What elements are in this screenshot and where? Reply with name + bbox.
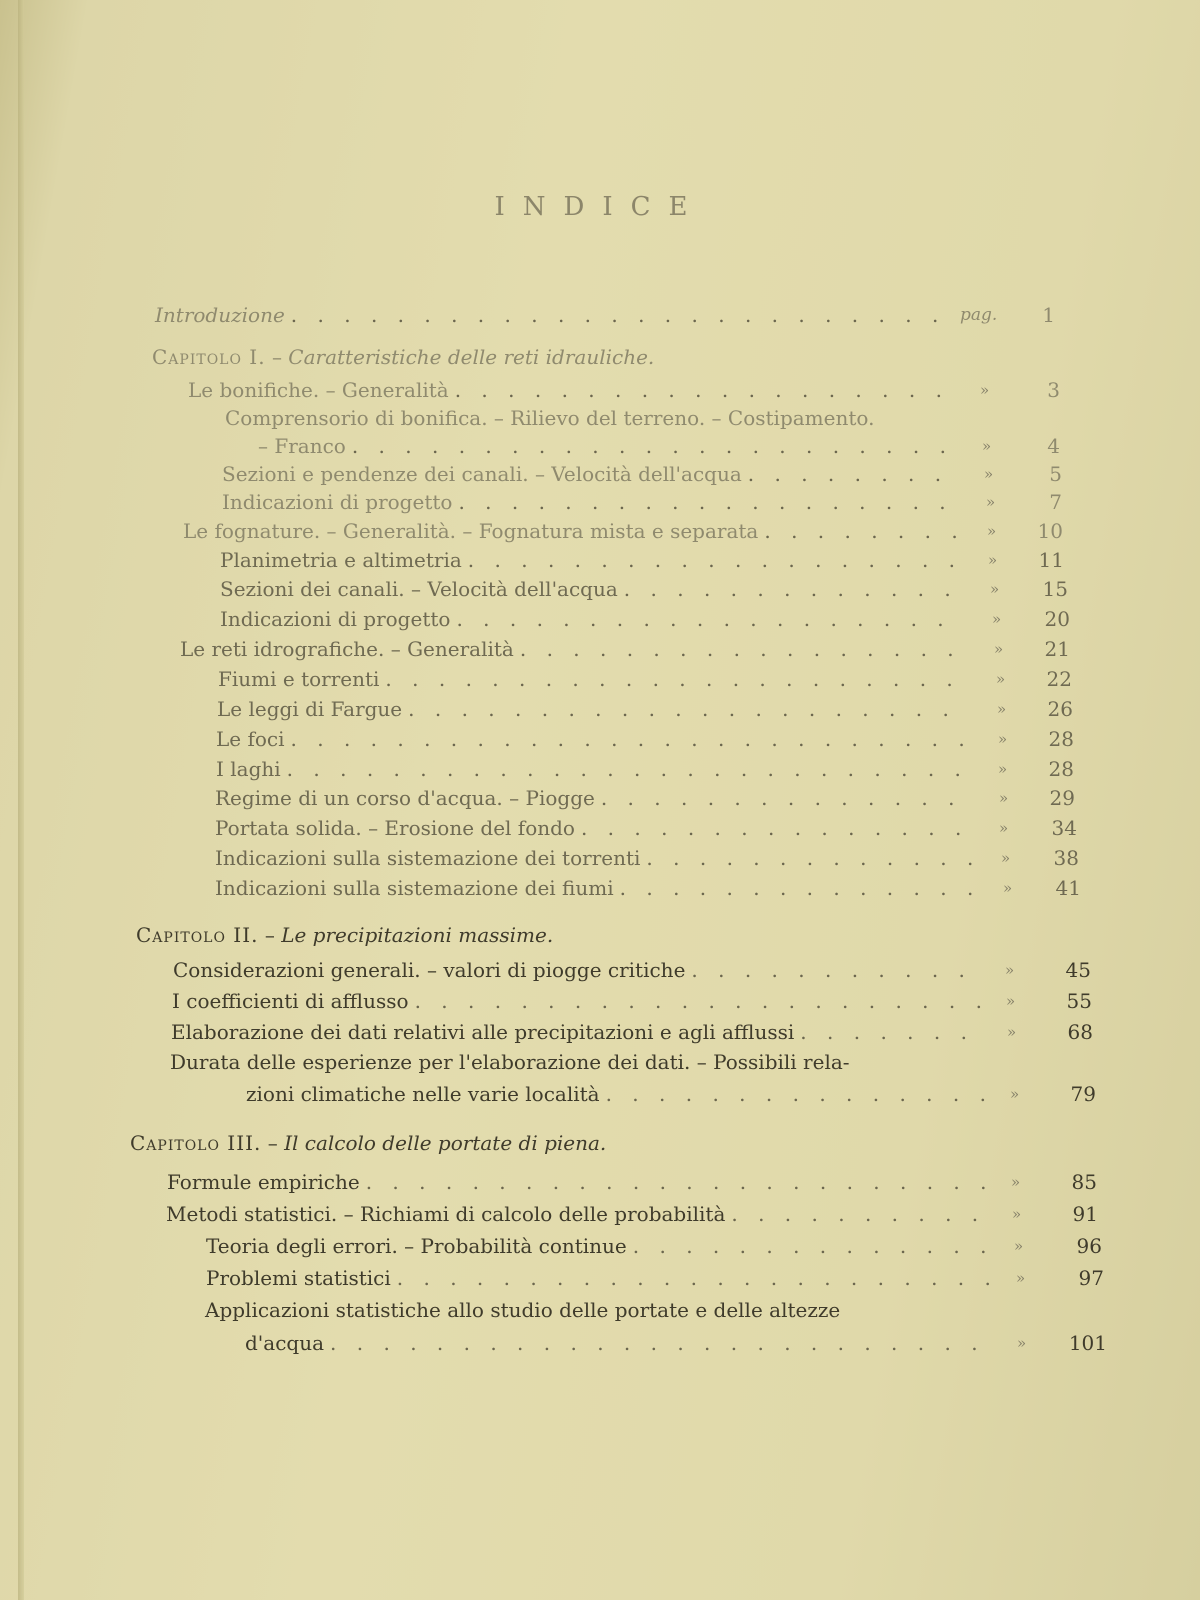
ditto-mark: » — [1006, 992, 1016, 1010]
entry-label: Le bonifiche. – Generalità — [188, 378, 449, 402]
entry-label: Le foci — [216, 727, 285, 751]
ditto-mark: » — [1010, 1085, 1020, 1103]
entry-label: Indicazioni di progetto — [222, 490, 453, 514]
entry-label: d'acqua — [245, 1331, 325, 1355]
entry-label: Indicazioni sulla sistemazione dei torrenti — [215, 846, 641, 870]
entry-page: 15 — [1042, 577, 1068, 601]
entry-label: Introduzione — [155, 303, 285, 327]
toc-entry-label: Durata delle esperienze per l'elaborazione dei dati. – Possibili rela- — [170, 1050, 850, 1074]
ditto-mark: » — [1003, 879, 1013, 897]
entry-page: 3 — [1047, 378, 1060, 402]
toc-entry — [215, 813, 1079, 843]
entry-label: Indicazioni di progetto — [220, 607, 451, 631]
entry-label: Metodi statistici. – Richiami di calcolo delle probabilità — [166, 1202, 726, 1226]
ditto-mark: » — [980, 381, 990, 399]
ditto-mark: » — [997, 700, 1007, 718]
ditto-mark: » — [1011, 1173, 1021, 1191]
toc-entry — [222, 487, 1062, 517]
toc-entry — [220, 574, 1070, 604]
entry-page: 11 — [1038, 548, 1064, 572]
toc-entry-label: Applicazioni statistiche allo studio delle portate e delle altezze — [205, 1298, 841, 1322]
entry-page: 55 — [1066, 989, 1092, 1013]
toc-entry — [166, 1199, 1102, 1229]
chapter-heading-1: Capitolo I. – Caratteristiche delle reti idrauliche. — [152, 345, 655, 369]
entry-label: Planimetria e altimetria — [220, 548, 462, 572]
toc-entry-introduzione — [155, 300, 1060, 330]
ditto-mark: » — [1005, 961, 1015, 979]
ditto-mark: » — [992, 610, 1002, 628]
entry-page: 5 — [1049, 462, 1062, 486]
chapter-title: Le precipitazioni massime. — [281, 923, 554, 947]
ditto-mark: » — [988, 551, 998, 569]
toc-entry — [217, 694, 1075, 724]
ditto-mark: » — [1014, 1237, 1024, 1255]
entry-label: Le fognature. – Generalità. – Fognatura mista e separata — [183, 519, 759, 543]
entry-label: zioni climatiche nelle varie località — [246, 1082, 600, 1106]
toc-entry — [183, 516, 1068, 546]
entry-page: 97 — [1078, 1266, 1104, 1290]
ditto-mark: » — [1017, 1334, 1027, 1352]
entry-page: 79 — [1070, 1082, 1096, 1106]
entry-label: Problemi statistici — [206, 1266, 391, 1290]
toc-entry — [218, 664, 1074, 694]
toc-entry — [258, 431, 1060, 461]
entry-label: I laghi — [216, 757, 281, 781]
entry-page: 29 — [1049, 786, 1075, 810]
toc-entry — [222, 459, 1062, 489]
entry-page: 10 — [1037, 519, 1063, 543]
ditto-mark: » — [984, 465, 994, 483]
toc-entry — [206, 1231, 1104, 1261]
entry-page: 1 — [1042, 303, 1055, 327]
entry-page: 20 — [1044, 607, 1070, 631]
toc-entry — [215, 873, 1083, 903]
toc-entry-label: Comprensorio di bonifica. – Rilievo del terreno. – Costipamento. — [225, 406, 875, 430]
toc-entry — [167, 1167, 1100, 1197]
ditto-mark: » — [998, 730, 1008, 748]
toc-entry — [216, 754, 1076, 784]
toc-entry — [215, 843, 1081, 873]
chapter-title: Il calcolo delle portate di piena. — [284, 1131, 607, 1155]
ditto-mark: » — [1001, 849, 1011, 867]
chapter-prefix: Capitolo II. — [136, 923, 259, 947]
entry-label: Elaborazione dei dati relativi alle precipitazioni e agli afflussi — [171, 1020, 795, 1044]
entry-label: – Franco — [258, 434, 346, 458]
ditto-mark: » — [999, 789, 1009, 807]
toc-entry — [172, 986, 1092, 1016]
toc-entry — [220, 604, 1072, 634]
ditto-mark: » — [987, 522, 997, 540]
entry-label: Le reti idrografiche. – Generalità — [180, 637, 514, 661]
entry-page: 28 — [1048, 727, 1074, 751]
entry-label: Sezioni dei canali. – Velocità dell'acqua — [220, 577, 618, 601]
page-edge — [18, 0, 24, 1600]
toc-entry — [216, 724, 1076, 754]
entry-page: 22 — [1046, 667, 1072, 691]
entry-label: Considerazioni generali. – valori di piogge critiche — [173, 958, 686, 982]
toc-entry — [188, 375, 1060, 405]
toc-entry — [215, 783, 1077, 813]
toc-entry — [206, 1263, 1106, 1293]
chapter-title: Caratteristiche delle reti idrauliche. — [288, 345, 655, 369]
entry-label: Teoria degli errori. – Probabilità continue — [206, 1234, 627, 1258]
ditto-mark: » — [1016, 1269, 1026, 1287]
entry-page: 38 — [1053, 846, 1079, 870]
ditto-mark: » — [996, 670, 1006, 688]
chapter-heading-2: Capitolo II. – Le precipitazioni massime. — [136, 923, 554, 947]
chapter-prefix: Capitolo I. — [152, 345, 266, 369]
toc-entry — [220, 545, 1068, 575]
entry-page: 28 — [1048, 757, 1074, 781]
entry-page: 85 — [1071, 1170, 1097, 1194]
entry-page: 21 — [1044, 637, 1070, 661]
entry-label: Formule empiriche — [167, 1170, 360, 1194]
entry-page: 4 — [1047, 434, 1060, 458]
entry-label: Sezioni e pendenze dei canali. – Velocità dell'acqua — [222, 462, 742, 486]
page-title: INDICE — [494, 192, 706, 222]
toc-entry — [246, 1079, 1096, 1109]
toc-entry — [245, 1328, 1107, 1358]
toc-entry — [171, 1017, 1093, 1047]
entry-label: Regime di un corso d'acqua. – Piogge — [215, 786, 595, 810]
entry-page: 96 — [1076, 1234, 1102, 1258]
entry-page: 41 — [1055, 876, 1081, 900]
entry-page: 101 — [1068, 1331, 1107, 1355]
ditto-mark: » — [999, 819, 1009, 837]
ditto-mark: » — [986, 493, 996, 511]
entry-label: Fiumi e torrenti — [218, 667, 380, 691]
toc-entry — [173, 955, 1091, 985]
ditto-mark: » — [994, 640, 1004, 658]
entry-label: I coefficienti di afflusso — [172, 989, 409, 1013]
ditto-mark: » — [982, 437, 992, 455]
pag-word: pag. — [960, 305, 998, 325]
entry-label: Le leggi di Fargue — [217, 697, 403, 721]
ditto-mark: » — [998, 760, 1008, 778]
entry-page: 34 — [1051, 816, 1077, 840]
entry-label: Portata solida. – Erosione del fondo — [215, 816, 575, 840]
chapter-prefix: Capitolo III. — [130, 1131, 262, 1155]
ditto-mark: » — [990, 580, 1000, 598]
entry-page: 7 — [1049, 490, 1062, 514]
ditto-mark: » — [1007, 1023, 1017, 1041]
entry-page: 91 — [1072, 1202, 1098, 1226]
toc-entry — [180, 634, 1072, 664]
entry-page: 68 — [1067, 1020, 1093, 1044]
ditto-mark: » — [1012, 1205, 1022, 1223]
entry-page: 45 — [1065, 958, 1091, 982]
entry-label: Indicazioni sulla sistemazione dei fiumi — [215, 876, 614, 900]
chapter-heading-3: Capitolo III. – Il calcolo delle portate di piena. — [130, 1131, 607, 1155]
entry-page: 26 — [1047, 697, 1073, 721]
